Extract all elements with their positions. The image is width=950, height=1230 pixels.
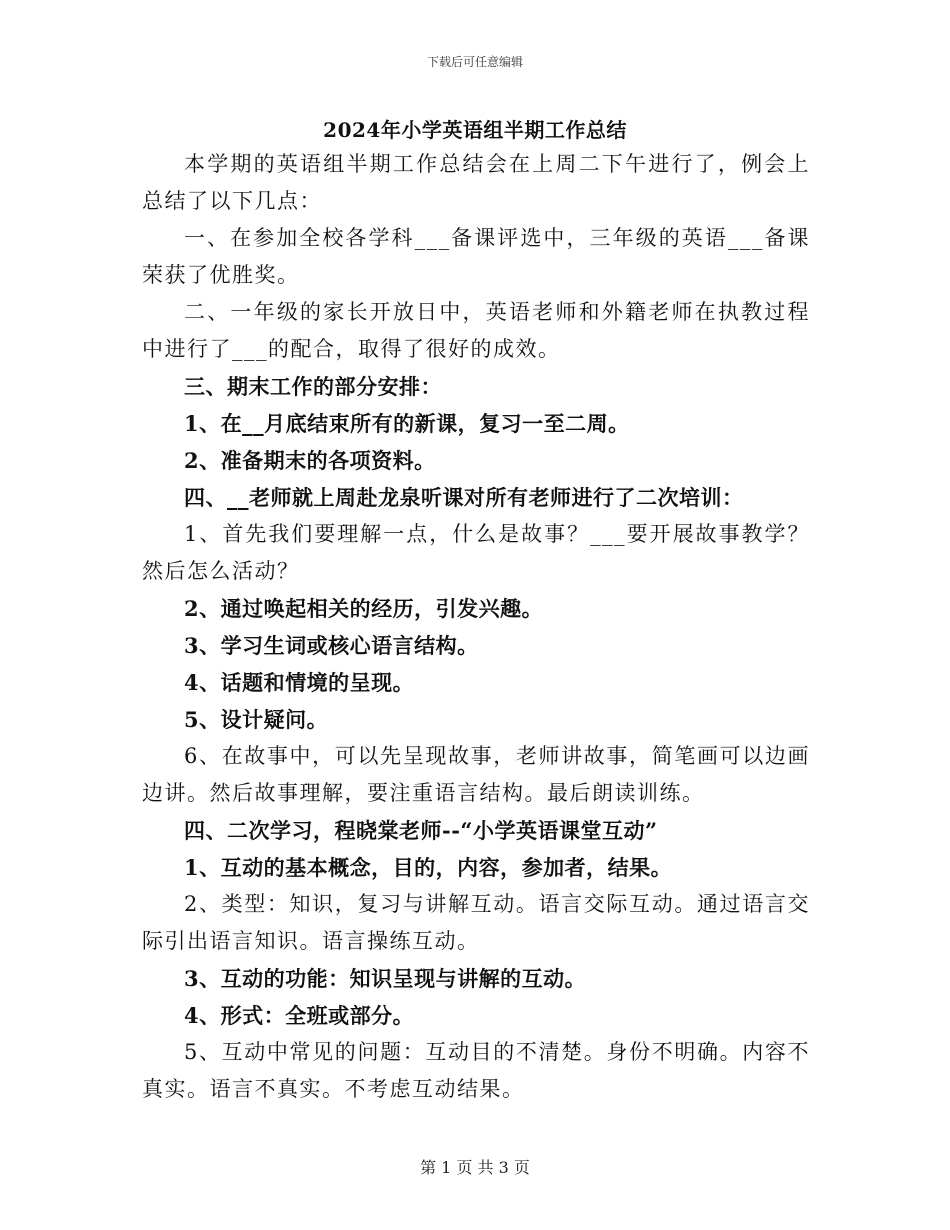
paragraph: 2、类型：知识，复习与讲解互动。语言交际互动。通过语言交际引出语言知识。语言操练互动。 [142, 892, 810, 953]
paragraph: 四、二次学习，程晓棠老师--“小学英语课堂互动” [184, 818, 658, 843]
paragraph: 一、在参加全校各学科___备课评选中，三年级的英语___备课荣获了优胜奖。 [142, 226, 810, 287]
header-note: 下载后可任意编辑 [426, 55, 523, 69]
paragraph: 本学期的英语组半期工作总结会在上周二下午进行了，例会上总结了以下几点： [142, 152, 810, 213]
paragraph: 2、准备期末的各项资料。 [184, 448, 436, 473]
paragraph: 1、互动的基本概念，目的，内容，参加者，结果。 [184, 855, 673, 880]
document-body [142, 146, 810, 1108]
paragraph: 三、期末工作的部分安排： [184, 374, 442, 399]
paragraph: 1、在__月底结束所有的新课，复习一至二周。 [184, 411, 630, 436]
paragraph: 4、话题和情境的呈现。 [184, 670, 415, 695]
paragraph: 4、形式：全班或部分。 [184, 1003, 415, 1028]
paragraph: 四、__老师就上周赴龙泉听课对所有老师进行了二次培训： [184, 485, 744, 510]
page-footer: 第 1 页 共 3 页 [420, 1158, 530, 1177]
paragraph: 5、互动中常见的问题：互动目的不清楚。身份不明确。内容不真实。语言不真实。不考虑互动结果。 [142, 1040, 810, 1101]
paragraph: 2、通过唤起相关的经历，引发兴趣。 [184, 596, 544, 621]
document-title: 2024年小学英语组半期工作总结 [323, 118, 627, 142]
paragraph: 6、在故事中，可以先呈现故事，老师讲故事，简笔画可以边画边讲。然后故事理解，要注重语言结构。最后朗读训练。 [142, 744, 810, 805]
paragraph: 3、互动的功能：知识呈现与讲解的互动。 [184, 966, 587, 991]
paragraph: 1、首先我们要理解一点，什么是故事？___要开展故事教学？然后怎么活动？ [142, 522, 810, 583]
paragraph: 5、设计疑问。 [184, 707, 329, 732]
paragraph: 3、学习生词或核心语言结构。 [184, 633, 479, 658]
paragraph: 二、一年级的家长开放日中，英语老师和外籍老师在执教过程中进行了___的配合，取得了很好的成效。 [142, 300, 810, 361]
